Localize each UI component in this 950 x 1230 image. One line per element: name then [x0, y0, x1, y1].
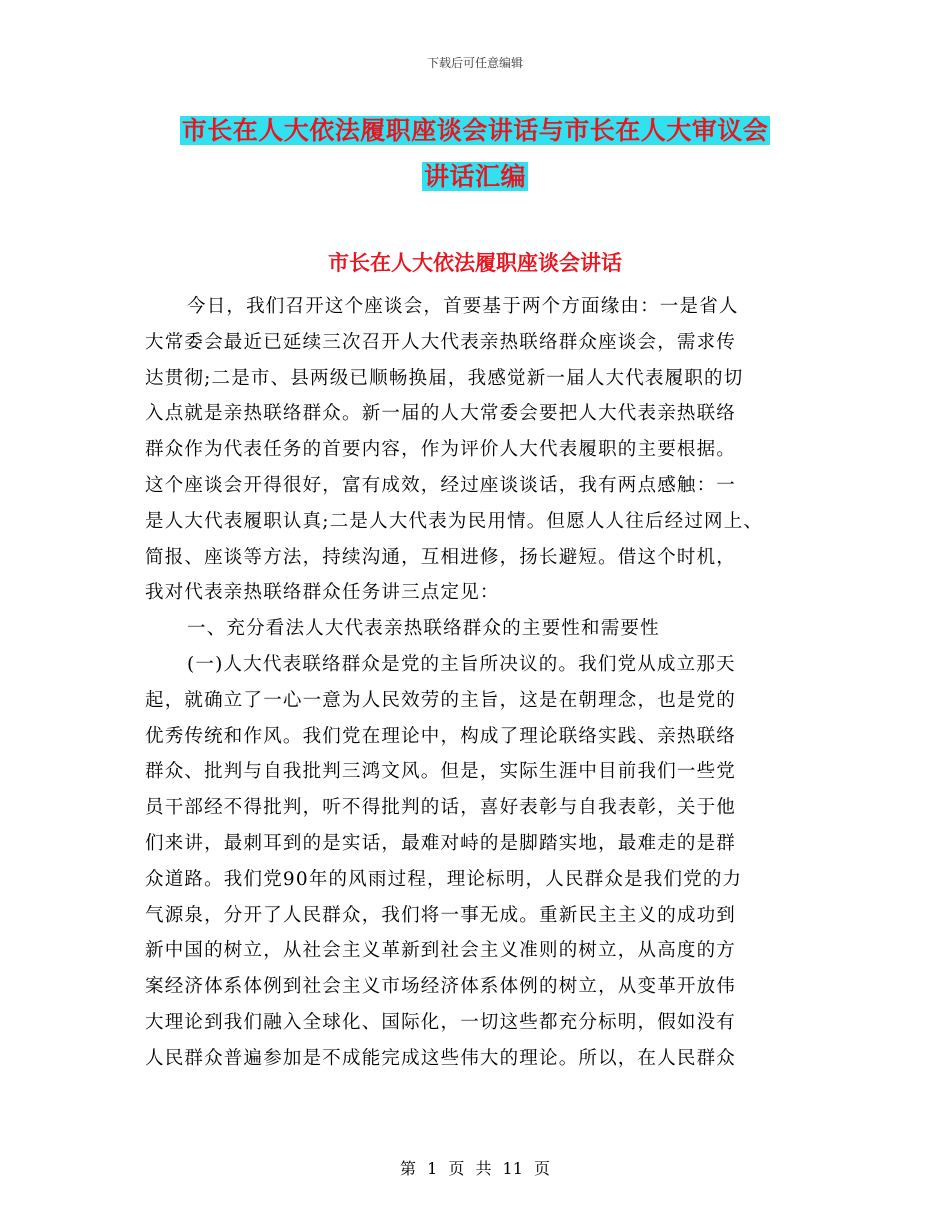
body-line: 大理论到我们融入全球化、国际化，一切这些都充分标明，假如没有 — [145, 1011, 737, 1033]
body-line: 这个座谈会开得很好，富有成效，经过座谈谈话，我有两点感触：一 — [145, 474, 737, 496]
body-line: 气源泉，分开了人民群众，我们将一事无成。重新民主主义的成功到 — [145, 904, 737, 926]
body-line: 入点就是亲热联络群众。新一届的人大常委会要把人大代表亲热联络 — [145, 403, 737, 425]
body-line: 简报、座谈等方法，持续沟通，互相进修，扬长避短。借这个时机， — [145, 546, 737, 568]
body-line: 员干部经不得批判，听不得批判的话，喜好表彰与自我表彰，关于他 — [145, 797, 737, 819]
document-title — [0, 108, 950, 200]
body-line: 新中国的树立，从社会主义革新到社会主义准则的树立，从高度的方 — [145, 940, 737, 962]
body-line: 是人大代表履职认真;二是人大代表为民用情。但愿人人往后经过网上、 — [145, 510, 764, 532]
body-line: 们来讲，最刺耳到的是实话，最难对峙的是脚踏实地，最难走的是群 — [145, 832, 737, 854]
body-line: 群众、批判与自我批判三鸿文风。但是，实际生涯中目前我们一些党 — [145, 761, 737, 783]
body-line: 人民群众普遍参加是不成能完成这些伟大的理论。所以，在人民群众 — [145, 1047, 737, 1069]
body-line: 今日，我们召开这个座谈会，首要基于两个方面缘由：一是省人 — [187, 296, 739, 317]
body-text — [145, 289, 805, 1077]
body-line: 案经济体系体例到社会主义市场经济体系体例的树立，从变革开放伟 — [145, 976, 737, 998]
body-line: 群众作为代表任务的首要内容，作为评价人大代表履职的主要根据。 — [145, 439, 737, 461]
body-line: 起，就确立了一心一意为人民效劳的主旨，这是在朝理念，也是党的 — [145, 689, 737, 711]
title-line-1: 市长在人大依法履职座谈会讲话与市长在人大审议会 — [181, 116, 769, 145]
header-note: 下载后可任意编辑 — [426, 56, 523, 70]
body-line: (一)人大代表联络群众是党的主旨所决议的。我们党从成立那天 — [187, 653, 736, 675]
section-title: 市长在人大依法履职座谈会讲话 — [328, 250, 622, 275]
body-line: 一、充分看法人大代表亲热联络群众的主要性和需要性 — [187, 618, 660, 640]
page-footer: 第 1 页 共 11 页 — [400, 1159, 550, 1178]
body-line: 优秀传统和作风。我们党在理论中，构成了理论联络实践、亲热联络 — [145, 725, 737, 747]
body-line: 众道路。我们党90年的风雨过程，理论标明，人民群众是我们党的力 — [145, 868, 743, 890]
body-line: 大常委会最近已延续三次召开人大代表亲热联络群众座谈会，需求传 — [145, 331, 737, 353]
body-line: 达贯彻;二是市、县两级已顺畅换届，我感觉新一届人大代表履职的切 — [145, 367, 744, 389]
title-line-2: 讲话汇编 — [423, 162, 526, 191]
body-line: 我对代表亲热联络群众任务讲三点定见： — [145, 582, 500, 604]
